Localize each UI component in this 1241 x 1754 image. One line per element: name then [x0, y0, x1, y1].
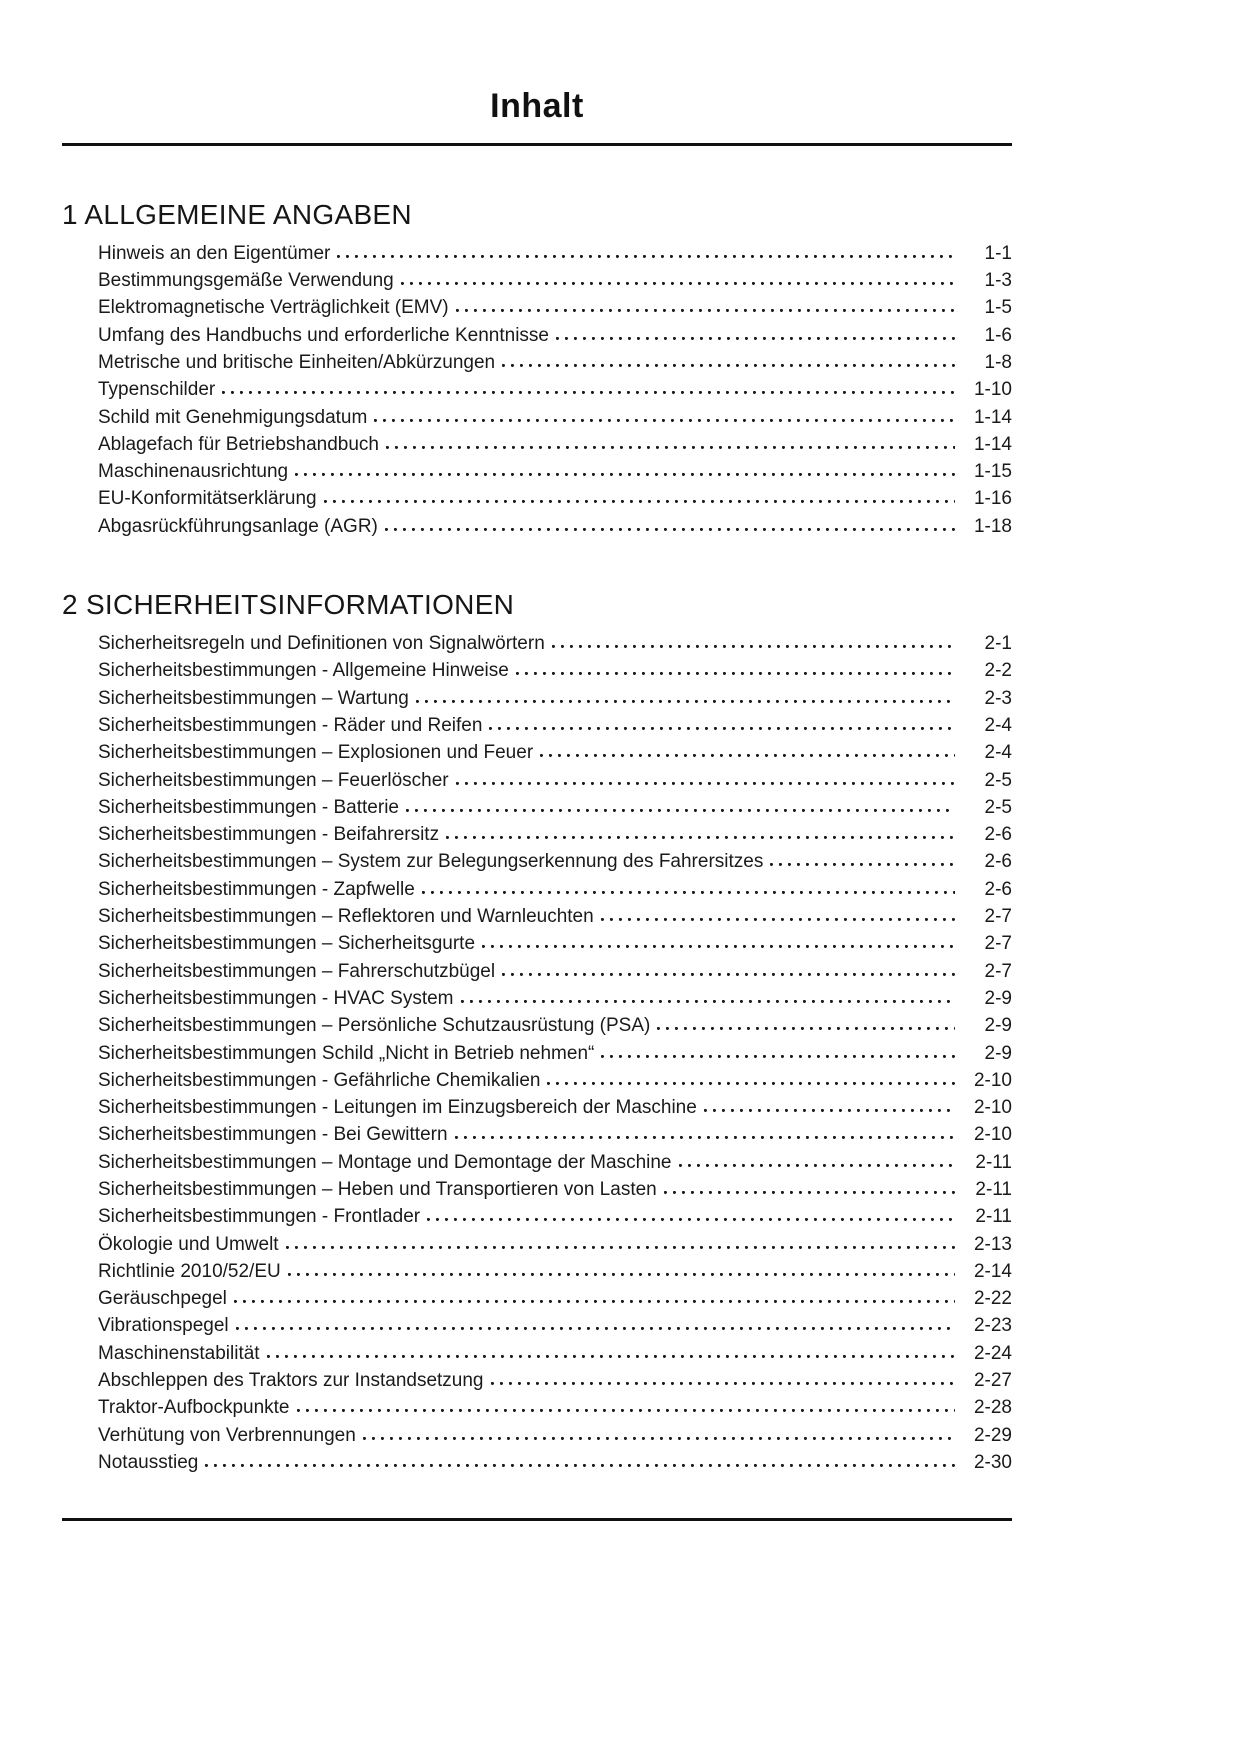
toc-sections	[62, 198, 1012, 1476]
toc-entry	[62, 1231, 1012, 1258]
toc-entry	[62, 1394, 1012, 1421]
entry-title: Sicherheitsbestimmungen – Wartung	[98, 687, 409, 709]
toc-entry	[62, 322, 1012, 349]
entry-title: Maschinenstabilität	[98, 1342, 260, 1364]
entry-page-number: 1-10	[973, 379, 1012, 401]
dot-leader	[267, 1355, 955, 1358]
dot-leader	[664, 1191, 955, 1194]
toc-entry	[62, 240, 1012, 267]
dot-leader	[406, 809, 955, 812]
toc-entry	[62, 794, 1012, 821]
entry-title: Abschleppen des Traktors zur Instandsetzung	[98, 1370, 484, 1392]
entry-page-number: 2-2	[984, 660, 1012, 682]
toc-entry	[62, 458, 1012, 485]
dot-leader	[416, 700, 955, 703]
entry-title: Umfang des Handbuchs und erforderliche Kenntnisse	[98, 324, 549, 346]
entry-page-number: 2-7	[984, 933, 1012, 955]
entry-page-number: 1-14	[973, 406, 1012, 428]
entry-title: Bestimmungsgemäße Verwendung	[98, 270, 394, 292]
entry-title: EU-Konformitätserklärung	[98, 488, 317, 510]
entry-page-number: 2-7	[984, 906, 1012, 928]
entry-title: Sicherheitsbestimmungen - HVAC System	[98, 987, 454, 1009]
entry-page-number: 1-6	[984, 324, 1012, 346]
entry-page-number: 2-6	[984, 878, 1012, 900]
dot-leader	[288, 1273, 955, 1276]
entry-title: Ökologie und Umwelt	[98, 1233, 279, 1255]
dot-leader	[236, 1327, 955, 1330]
entry-title: Hinweis an den Eigentümer	[98, 242, 331, 264]
entry-page-number: 2-23	[973, 1315, 1012, 1337]
entry-title: Sicherheitsbestimmungen – Sicherheitsgurte	[98, 933, 476, 955]
toc-entry	[62, 1367, 1012, 1394]
entry-page-number: 2-10	[973, 1069, 1012, 1091]
entry-page-number: 2-9	[984, 1042, 1012, 1064]
entry-page-number: 1-5	[984, 297, 1012, 319]
entry-title: Ablagefach für Betriebshandbuch	[98, 433, 379, 455]
entry-page-number: 2-4	[984, 714, 1012, 736]
dot-leader	[502, 973, 955, 976]
dot-leader	[455, 1136, 955, 1139]
toc-entry	[62, 767, 1012, 794]
entry-page-number: 1-8	[984, 351, 1012, 373]
dot-leader	[286, 1246, 955, 1249]
entry-title: Schild mit Genehmigungsdatum	[98, 406, 368, 428]
toc-entry	[62, 1040, 1012, 1067]
page-title: Inhalt	[490, 87, 584, 125]
toc-entry	[62, 431, 1012, 458]
entry-title: Sicherheitsbestimmungen – Reflektoren und Warnleuchten	[98, 906, 594, 928]
section-heading: 1 ALLGEMEINE ANGABEN	[62, 198, 412, 230]
dot-leader	[337, 255, 955, 258]
toc-entry	[62, 712, 1012, 739]
toc-entry	[62, 1285, 1012, 1312]
dot-leader	[363, 1437, 955, 1440]
entry-page-number: 2-11	[975, 1179, 1012, 1200]
toc-entry	[62, 739, 1012, 766]
entry-title: Vibrationspegel	[98, 1315, 229, 1337]
toc-entry	[62, 294, 1012, 321]
toc-entry	[62, 958, 1012, 985]
toc-entry	[62, 685, 1012, 712]
dot-leader	[461, 1000, 956, 1003]
dot-leader	[456, 309, 955, 312]
entry-page-number: 2-11	[975, 1151, 1012, 1173]
dot-leader	[297, 1409, 956, 1412]
toc-entry	[62, 848, 1012, 875]
entry-page-number: 2-6	[984, 824, 1012, 846]
entry-page-number: 1-3	[984, 270, 1012, 292]
entry-title: Sicherheitsbestimmungen – Feuerlöscher	[98, 769, 449, 791]
dot-leader	[427, 1218, 955, 1221]
toc-entry	[62, 349, 1012, 376]
entry-title: Sicherheitsbestimmungen – Fahrerschutzbügel	[98, 960, 496, 982]
toc-entry	[62, 1449, 1012, 1476]
dot-leader	[295, 473, 955, 476]
entry-page-number: 2-27	[973, 1370, 1012, 1392]
entry-page-number: 2-30	[973, 1451, 1012, 1473]
dot-leader	[601, 1055, 955, 1058]
dot-leader	[657, 1027, 955, 1030]
dot-leader	[386, 446, 955, 449]
entry-title: Sicherheitsbestimmungen – System zur Belegungserkennung des Fahrersitzes	[98, 851, 764, 873]
toc-entry	[62, 985, 1012, 1012]
bottom-rule	[62, 1518, 1012, 1521]
entry-title: Sicherheitsbestimmungen - Gefährliche Chemikalien	[98, 1069, 541, 1091]
entry-page-number: 2-9	[984, 1015, 1012, 1037]
dot-leader	[489, 727, 955, 730]
entry-title: Abgasrückführungsanlage (AGR)	[98, 515, 378, 537]
entry-page-number: 1-18	[973, 515, 1012, 537]
entry-title: Metrische und britische Einheiten/Abkürzungen	[98, 351, 496, 373]
dot-leader	[770, 863, 955, 866]
dot-leader	[547, 1082, 955, 1085]
dot-leader	[422, 891, 955, 894]
dot-leader	[491, 1382, 955, 1385]
entry-title: Traktor-Aufbockpunkte	[98, 1397, 290, 1419]
entry-page-number: 2-5	[984, 769, 1012, 791]
toc-entry	[62, 930, 1012, 957]
entry-title: Notausstieg	[98, 1451, 199, 1473]
entry-title: Typenschilder	[98, 379, 216, 401]
entry-page-number: 2-28	[973, 1397, 1012, 1419]
entry-title: Sicherheitsbestimmungen - Zapfwelle	[98, 878, 415, 900]
dot-leader	[601, 918, 955, 921]
dot-leader	[556, 337, 955, 340]
entry-title: Sicherheitsbestimmungen - Bei Gewittern	[98, 1124, 448, 1146]
entry-title: Sicherheitsbestimmungen – Heben und Transportieren von Lasten	[98, 1179, 657, 1200]
toc-entry	[62, 821, 1012, 848]
dot-leader	[552, 645, 955, 648]
dot-leader	[540, 754, 955, 757]
entry-title: Sicherheitsbestimmungen – Explosionen und Feuer	[98, 742, 534, 764]
toc-entry	[62, 1312, 1012, 1339]
dot-leader	[324, 500, 955, 503]
entry-title: Sicherheitsbestimmungen - Frontlader	[98, 1206, 421, 1228]
entry-page-number: 2-11	[975, 1206, 1012, 1228]
dot-leader	[222, 391, 955, 394]
entry-page-number: 2-1	[984, 633, 1012, 655]
entry-title: Verhütung von Verbrennungen	[98, 1424, 356, 1446]
entry-page-number: 2-3	[984, 687, 1012, 709]
entry-page-number: 2-24	[973, 1342, 1012, 1364]
toc-entry	[62, 1340, 1012, 1367]
entry-title: Sicherheitsregeln und Definitionen von Signalwörtern	[98, 633, 545, 655]
toc-entry	[62, 1176, 1012, 1203]
toc-section	[62, 198, 1012, 540]
dot-leader	[446, 836, 955, 839]
entry-page-number: 2-4	[984, 742, 1012, 764]
entry-page-number: 1-14	[973, 433, 1012, 455]
entry-title: Sicherheitsbestimmungen – Montage und Demontage der Maschine	[98, 1151, 672, 1173]
entry-title: Elektromagnetische Verträglichkeit (EMV)	[98, 297, 449, 319]
entry-page-number: 2-9	[984, 987, 1012, 1009]
entry-title: Sicherheitsbestimmungen – Persönliche Schutzausrüstung (PSA)	[98, 1015, 651, 1037]
toc-entry	[62, 876, 1012, 903]
entry-page-number: 2-22	[973, 1288, 1012, 1310]
entry-page-number: 1-16	[973, 488, 1012, 510]
dot-leader	[704, 1109, 955, 1112]
toc-entry	[62, 513, 1012, 540]
toc-entry	[62, 267, 1012, 294]
toc-entry	[62, 404, 1012, 431]
entry-page-number: 2-29	[973, 1424, 1012, 1446]
toc-entry	[62, 1121, 1012, 1148]
dot-leader	[456, 782, 955, 785]
toc-entry	[62, 1149, 1012, 1176]
entry-title: Sicherheitsbestimmungen - Räder und Reifen	[98, 714, 483, 736]
dot-leader	[385, 528, 955, 531]
toc-entry	[62, 630, 1012, 657]
dot-leader	[205, 1464, 955, 1467]
entry-title: Sicherheitsbestimmungen - Allgemeine Hinweise	[98, 660, 509, 682]
entry-title: Sicherheitsbestimmungen - Leitungen im Einzugsbereich der Maschine	[98, 1097, 697, 1119]
entry-page-number: 1-1	[984, 242, 1012, 264]
entry-page-number: 2-13	[973, 1233, 1012, 1255]
dot-leader	[516, 672, 955, 675]
toc-entry	[62, 376, 1012, 403]
toc-entry	[62, 1012, 1012, 1039]
toc-entry	[62, 1067, 1012, 1094]
dot-leader	[502, 364, 955, 367]
entry-page-number: 2-6	[984, 851, 1012, 873]
entry-title: Richtlinie 2010/52/EU	[98, 1260, 281, 1282]
entry-page-number: 1-15	[973, 461, 1012, 483]
entry-page-number: 2-5	[984, 796, 1012, 818]
toc-entry	[62, 1422, 1012, 1449]
toc-content	[62, 86, 1012, 1521]
entry-title: Sicherheitsbestimmungen - Beifahrersitz	[98, 824, 440, 846]
entry-title: Geräuschpegel	[98, 1288, 227, 1310]
entry-title: Sicherheitsbestimmungen - Batterie	[98, 796, 399, 818]
entry-title: Maschinenausrichtung	[98, 461, 289, 483]
dot-leader	[482, 945, 955, 948]
toc-entry	[62, 1258, 1012, 1285]
dot-leader	[401, 282, 955, 285]
entry-title: Sicherheitsbestimmungen Schild „Nicht in Betrieb nehmen“	[98, 1042, 595, 1064]
dot-leader	[679, 1164, 956, 1167]
dot-leader	[234, 1300, 955, 1303]
toc-section	[62, 588, 1012, 1476]
title-rule	[62, 143, 1012, 146]
toc-entry	[62, 1094, 1012, 1121]
entry-page-number: 2-7	[984, 960, 1012, 982]
entry-page-number: 2-10	[973, 1097, 1012, 1119]
toc-entry	[62, 657, 1012, 684]
toc-entry	[62, 1203, 1012, 1230]
entry-page-number: 2-10	[973, 1124, 1012, 1146]
toc-entry	[62, 485, 1012, 512]
section-heading: 2 SICHERHEITSINFORMATIONEN	[62, 589, 515, 621]
entry-page-number: 2-14	[973, 1260, 1012, 1282]
dot-leader	[374, 419, 955, 422]
toc-entry	[62, 903, 1012, 930]
